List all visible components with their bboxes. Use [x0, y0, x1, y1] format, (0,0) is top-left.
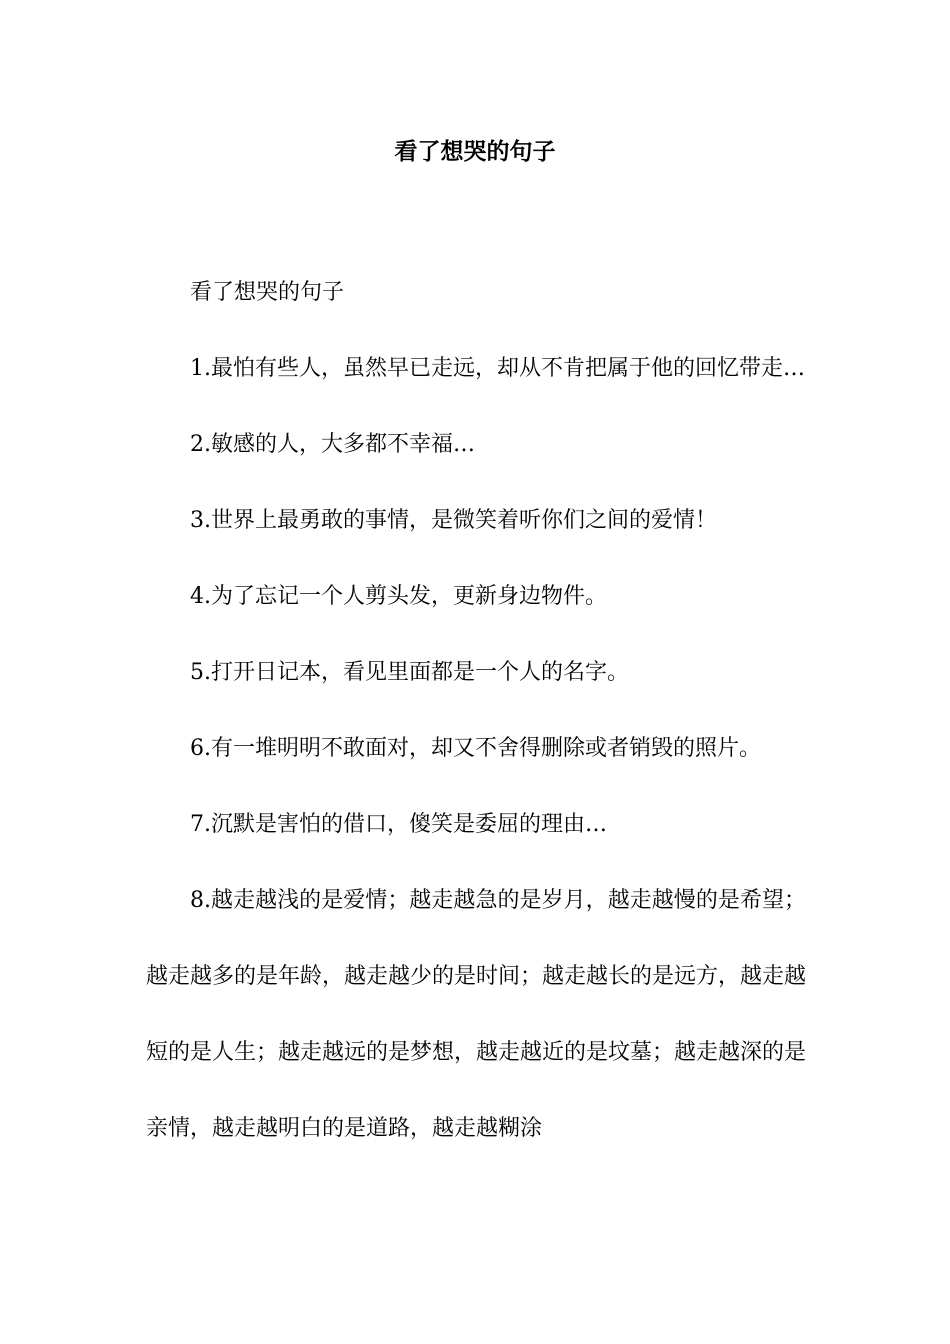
paragraph-item-1: 1.最怕有些人，虽然早已走远，却从不肯把属于他的回忆带走…	[190, 356, 805, 381]
paragraph-item-8: 8.越走越浅的是爱情；越走越急的是岁月，越走越慢的是希望；越走越多的是年龄，越走越少的是时间；越走越长的是远方，越走越短的是人生；越走越远的是梦想，越走越近的是坟墓；越走越深的是亲情，越走越明白的是道路，越走越糊涂	[146, 888, 807, 1141]
document-title: 看了想哭的句子	[394, 139, 556, 165]
document-body	[146, 255, 806, 1167]
paragraph-heading: 看了想哭的句子	[190, 280, 345, 305]
paragraph-item-7: 7.沉默是害怕的借口，傻笑是委屈的理由…	[190, 812, 607, 837]
paragraph-item-6: 6.有一堆明明不敢面对，却又不舍得删除或者销毁的照片。	[190, 736, 761, 761]
paragraph-item-5: 5.打开日记本，看见里面都是一个人的名字。	[190, 660, 629, 685]
paragraph-item-3: 3.世界上最勇敢的事情，是微笑着听你们之间的爱情！	[190, 508, 717, 533]
paragraph-item-2: 2.敏感的人，大多都不幸福…	[190, 432, 475, 457]
paragraph-item-4: 4.为了忘记一个人剪头发，更新身边物件。	[190, 584, 607, 609]
